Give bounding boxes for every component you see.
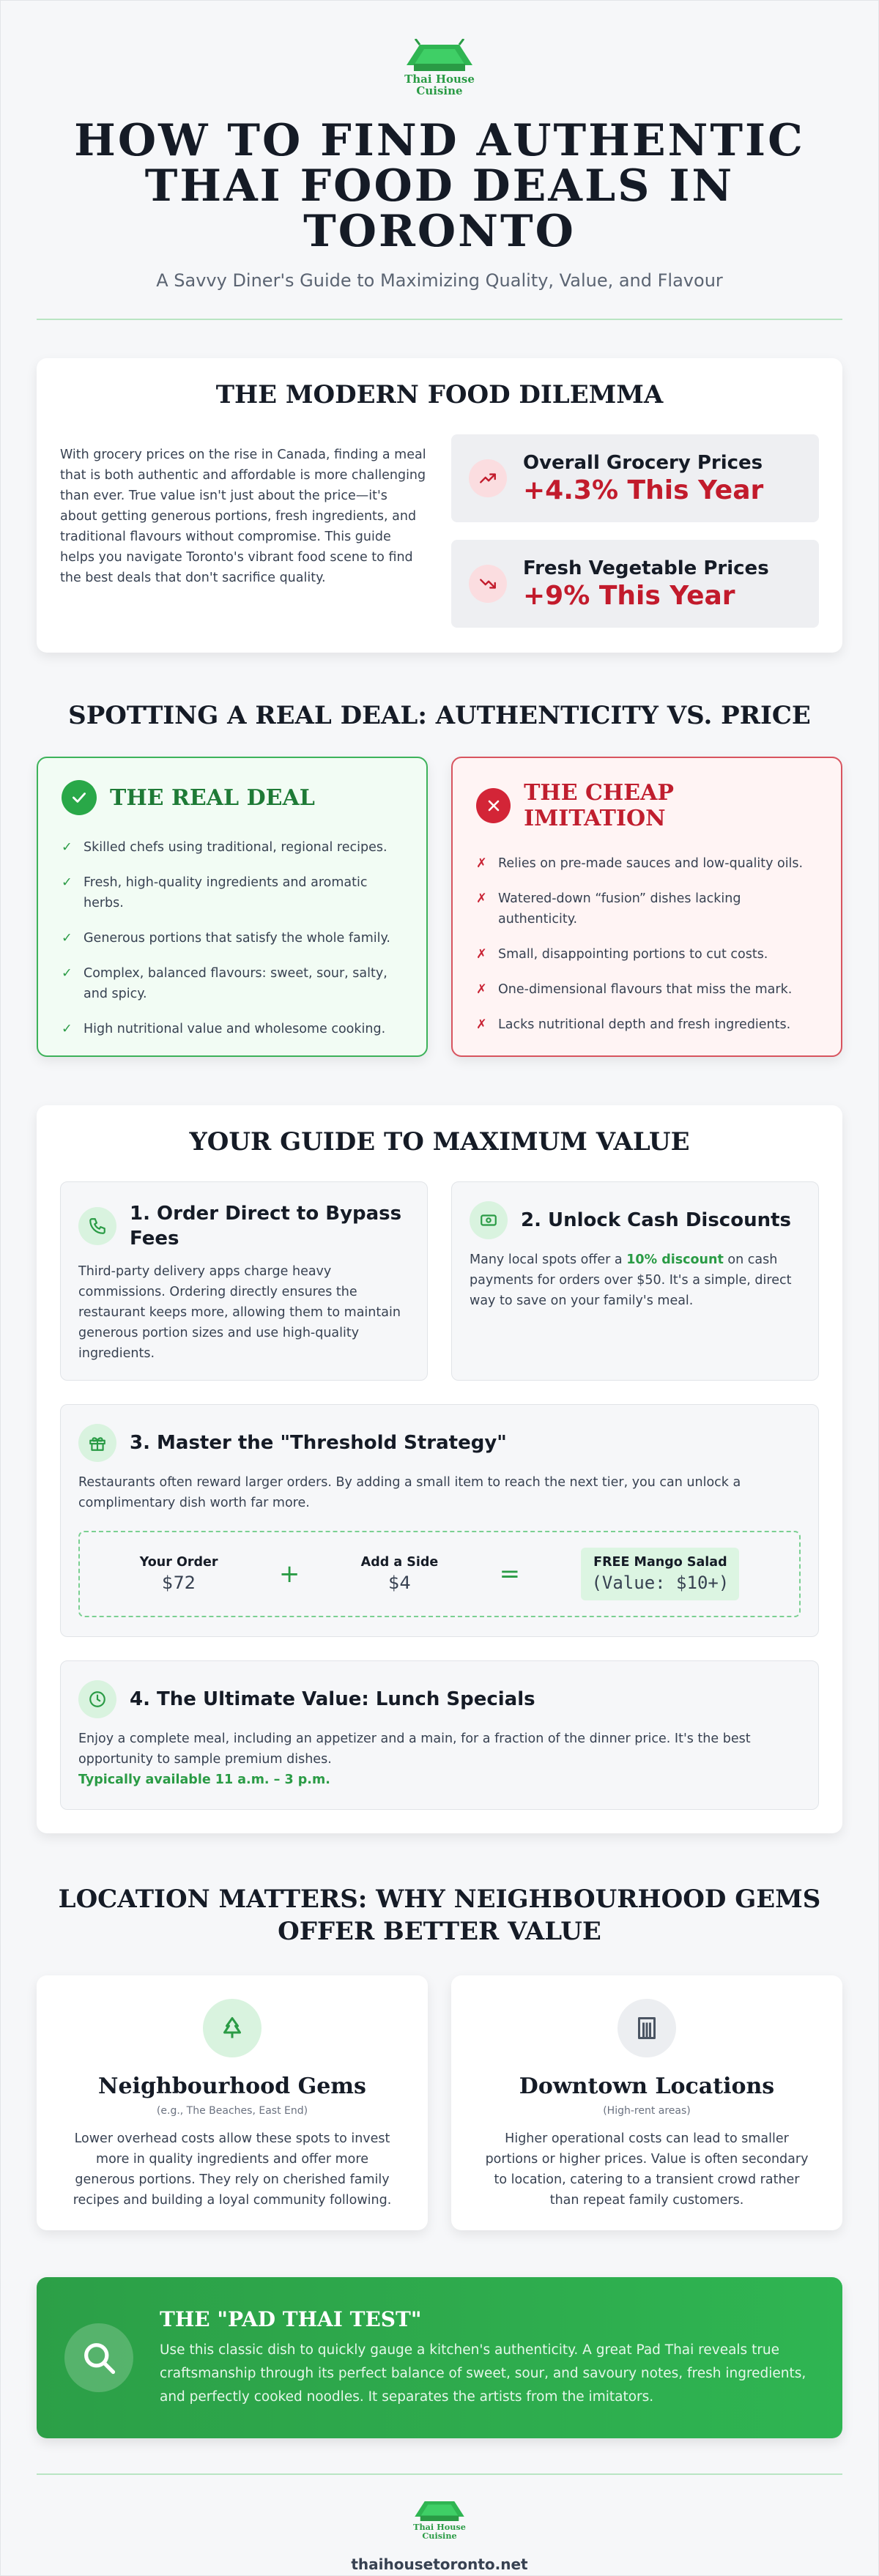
your-order: Your Order $72 [139,1555,218,1593]
page-subtitle: A Savvy Diner's Guide to Maximizing Quality, Value, and Flavour [156,270,723,291]
pad-thai-banner [37,2277,842,2438]
cheap-imitation-title: THE CHEAP IMITATION [524,780,674,831]
phone-icon [78,1207,116,1245]
divider [37,319,842,320]
x-mark-icon: ✗ [476,891,487,906]
dilemma-body [60,434,819,628]
clock-icon [78,1680,116,1718]
threshold-equation [78,1531,801,1617]
check-mark-icon: ✓ [62,840,73,855]
free-mango-salad: FREE Mango Salad (Value: $10+) [581,1548,739,1600]
tip-order-direct [60,1181,428,1381]
check-icon [62,780,97,815]
tip-text: Third-party delivery apps charge heavy commissions. Ordering directly ensures the restaurant keeps more, allowing them to maintain generous portion sizes and use high-quality ingredients. [78,1264,401,1361]
svg-text:Cuisine: Cuisine [422,2531,457,2541]
stats [451,434,819,628]
stat-value: +4.3% This Year [523,475,764,505]
search-icon [64,2323,133,2392]
location-name: Neighbourhood Gems [98,2074,366,2099]
tip-lunch-specials [60,1660,819,1810]
location-text: Higher operational costs can lead to smaller portions or higher prices. Value is often secondary to location, catering to a transient crowd rather than repeat family customers. [485,2131,809,2208]
add-side: Add a Side $4 [360,1555,439,1593]
logo-icon [399,39,480,97]
list-item: ✓ Fresh, high-quality ingredients and aromatic herbs. [62,872,403,913]
dilemma-text: With grocery prices on the rise in Canada, finding a meal that is both authentic and affordable is more challenging than ever. True value isn't just about the price—it's about getting generous portions, fresh ingredients, and traditional flavours without compromise. This guide helps you navigate Toronto's vibrant food scene to find the best deals that don't sacrifice quality. [60,448,426,585]
guide-card [37,1105,842,1833]
list-item: ✓ High nutritional value and wholesome cooking. [62,1019,403,1039]
list-item: ✗ One-dimensional flavours that miss the mark. [476,979,817,1000]
logo [399,39,480,100]
x-mark-icon: ✗ [476,982,487,997]
svg-text:Thai House: Thai House [413,2522,466,2532]
neighbourhood-gems-card [37,1975,428,2230]
header [37,1,842,320]
cheap-imitation-list [476,853,817,1035]
footer [37,2475,842,2573]
tip-title: 1. Order Direct to Bypass Fees [130,1203,402,1250]
real-deal-head [62,780,403,815]
building-icon [617,1999,676,2057]
compare-title: SPOTTING A REAL DEAL: AUTHENTICITY VS. PRICE [68,701,811,730]
page-title: HOW TO FIND AUTHENTIC THAI FOOD DEALS IN TORONTO [74,115,805,257]
cash-icon [470,1201,508,1239]
check-mark-icon: ✓ [62,966,73,981]
real-deal-card [37,757,428,1057]
trend-down-icon [469,565,507,603]
tip-title: 4. The Ultimate Value: Lunch Specials [130,1688,535,1710]
plus-icon: + [278,1559,300,1589]
discount-highlight: 10% discount [626,1252,724,1267]
dilemma-card [37,358,842,653]
tip-text: Many local spots offer a 10% discount on cash payments for orders over $50. It's a simple, direct way to save on your family's meal. [470,1252,792,1308]
cheap-imitation-head [476,780,817,831]
guide-title: YOUR GUIDE TO MAXIMUM VALUE [189,1127,690,1157]
list-item: ✓ Complex, balanced flavours: sweet, sour, salty, and spicy. [62,963,403,1004]
stat-vegetable [451,540,819,628]
x-mark-icon: ✗ [476,856,487,871]
tip-title: 2. Unlock Cash Discounts [521,1209,792,1231]
location-title: LOCATION MATTERS: WHY NEIGHBOURHOOD GEMS OFFER BETTER VALUE [58,1885,821,1946]
cheap-imitation-card [451,757,842,1057]
compare-row [37,757,842,1057]
tip-text: Restaurants often reward larger orders. By adding a small item to reach the next tier, you can unlock a complimentary dish worth far more. [78,1475,741,1510]
tip-title: 3. Master the "Threshold Strategy" [130,1432,507,1454]
x-mark-icon: ✗ [476,947,487,962]
list-item: ✗ Lacks nutritional depth and fresh ingredients. [476,1014,817,1035]
stat-grocery [451,434,819,522]
stat-label: Fresh Vegetable Prices [523,557,769,579]
footer-logo-icon [409,2497,470,2541]
trend-up-icon [469,459,507,497]
check-mark-icon: ✓ [62,931,73,946]
gift-icon [78,1424,116,1462]
guide-row [60,1181,819,1381]
tip-text: Enjoy a complete meal, including an appetizer and a main, for a fraction of the dinner price. It's the best opportunity to sample premium dishes. Typically available 11 a.m. – 3 p.m. [78,1731,751,1787]
svg-text:Thai House: Thai House [404,73,475,86]
list-item: ✗ Relies on pre-made sauces and low-quality oils. [476,853,817,874]
equals-icon: = [499,1559,521,1589]
location-sub: (e.g., The Beaches, East End) [156,2105,308,2117]
pad-thai-title: THE "PAD THAI TEST" [160,2306,422,2331]
stat-value: +9% This Year [523,580,735,611]
pad-thai-text: Use this classic dish to quickly gauge a kitchen's authenticity. A great Pad Thai reveals true craftsmanship through its perfect balance of sweet, sour, and savoury notes, fresh ingredients, and perfectly cooked noodles. It separates the artists from the imitators. [160,2342,806,2405]
check-mark-icon: ✓ [62,875,73,890]
svg-text:Cuisine: Cuisine [416,84,463,97]
location-name: Downtown Locations [519,2074,775,2099]
dilemma-title: THE MODERN FOOD DILEMMA [215,380,664,409]
x-circle-icon [476,788,511,823]
location-row [37,1975,842,2230]
x-mark-icon: ✗ [476,1017,487,1032]
footer-link[interactable]: thaihousetoronto.net [351,2555,528,2573]
real-deal-list [62,837,403,1039]
list-item: ✗ Watered-down “fusion” dishes lacking authenticity. [476,888,817,929]
check-mark-icon: ✓ [62,1022,73,1036]
content-wrap [37,1,842,2573]
location-sub: (High-rent areas) [603,2105,691,2117]
list-item: ✓ Skilled chefs using traditional, regional recipes. [62,837,403,858]
downtown-card [451,1975,842,2230]
list-item: ✓ Generous portions that satisfy the whole family. [62,928,403,949]
tip-cash-discounts [451,1181,819,1381]
tip-threshold [60,1404,819,1637]
list-item: ✗ Small, disappointing portions to cut costs. [476,944,817,965]
lunch-hours: Typically available 11 a.m. – 3 p.m. [78,1773,330,1787]
real-deal-title: THE REAL DEAL [110,784,315,811]
tree-icon [203,1999,262,2057]
location-text: Lower overhead costs allow these spots to invest more in quality ingredients and offer more generous portions. They rely on cherished family recipes and building a loyal community following. [73,2131,392,2208]
stat-label: Overall Grocery Prices [523,451,763,474]
